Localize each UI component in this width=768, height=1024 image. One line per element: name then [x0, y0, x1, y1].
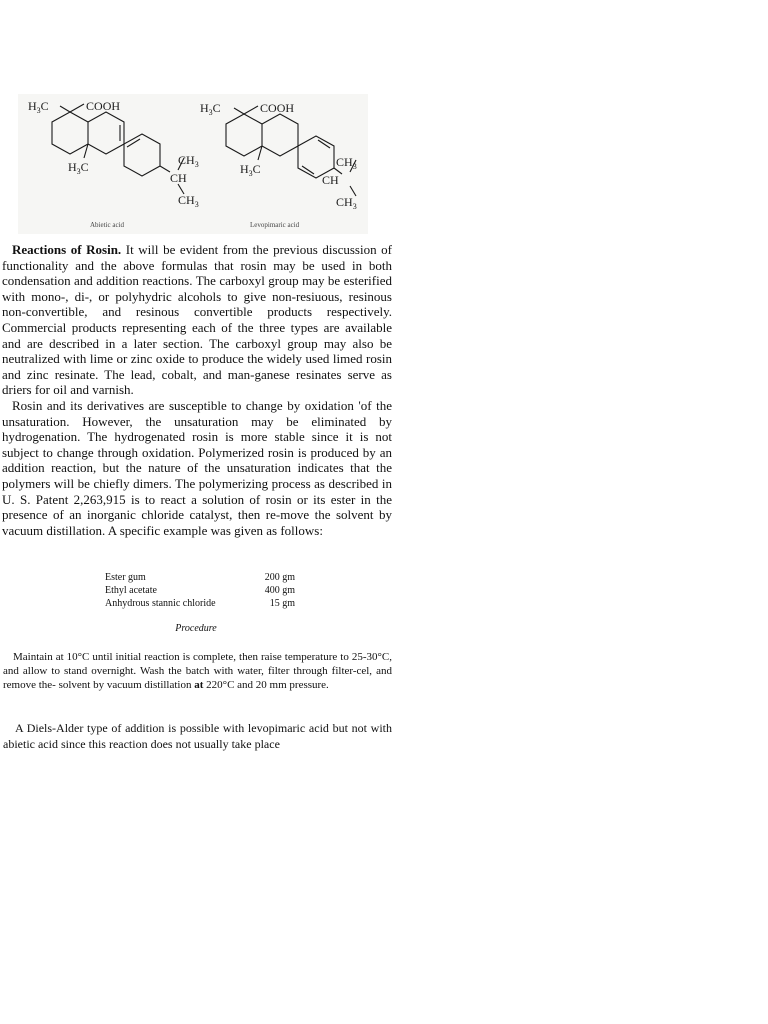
- recipe-amount: 200 gm: [264, 572, 295, 583]
- abietic-ch-label: CH: [170, 171, 187, 185]
- recipe-row: [105, 585, 295, 598]
- procedure-paragraph: [3, 651, 392, 692]
- procedure-text-b: 220°C and 20 mm pressure.: [203, 678, 329, 691]
- recipe-row: [105, 572, 295, 585]
- recipe-amount: 15 gm: [269, 597, 295, 609]
- procedure-text-at: at: [194, 678, 204, 691]
- abietic-carboxyl-label: COOH: [86, 99, 121, 113]
- levopimaric-methyl2-label: $H_3C$: [240, 162, 261, 178]
- levopimaric-acid-structure: [200, 101, 357, 229]
- structures-svg: [18, 94, 368, 234]
- paragraph-reactions-of-rosin: [2, 242, 392, 398]
- abietic-ch3-bottom-label: $CH_3$: [178, 193, 199, 209]
- paragraph-2-text: Rosin and its derivatives are susceptible to change by oxidation 'of the unsaturation. However, the unsaturation may be eliminated by hydrogenation. The hydrogenated rosin is more stable since it is not subject to change through oxidation. Polymerized rosin is produced by an addition reaction, but the nature of the unsaturation indicates that the polymers will be chiefly dimers. The polymerizing process as described in U. S. Patent 2,263,915 is to react a solution of rosin or its ester in the presence of an inorganic chloride catalyst, then re-move the solvent by vacuum distillation. A specific example was given as follows:: [2, 398, 392, 538]
- run-in-heading: Reactions of Rosin.: [12, 242, 122, 257]
- paragraph-1-text: It will be evident from the previous discussion of functionality and the above formulas that rosin may be used in both condensation and addition reactions. The carboxyl group may be esterified with mono-, di-, or polyhydric alcohols to give non-resiuous, resinous non-convertible, and resinous convertible products respectively. Commercial products representing each of the three types are available and are described in a later section. The carboxyl group may also be neutralized with lime or zinc oxide to produce the widely used limed rosin and zinc resinate. The lead, cobalt, and man-ganese resinates serve as driers for oil and varnish.: [2, 242, 392, 398]
- abietic-caption: Abietic acid: [90, 221, 125, 229]
- recipe-table: [105, 572, 295, 610]
- recipe-ingredient: Ester gum: [105, 572, 146, 583]
- procedure-text-a: Maintain at 10°C until initial reaction is complete, then raise temperature to 25-30°C, and allow to stand overnight. Wash the batch with water, filter through filter-cel, and remove the- solvent by vacuum distillation: [3, 651, 392, 691]
- recipe-amount: 400 gm: [264, 584, 295, 596]
- recipe-ingredient: Ethyl acetate: [105, 584, 157, 596]
- levopimaric-ch-label: CH: [322, 173, 339, 187]
- levopimaric-ch3-top-label: $CH_3$: [336, 155, 357, 171]
- abietic-acid-structure: [28, 99, 199, 229]
- paragraph-oxidation: [2, 398, 392, 538]
- levopimaric-methyl-label: $H_3C$: [200, 101, 221, 117]
- chemical-structures-figure: [18, 94, 368, 234]
- levopimaric-carboxyl-label: COOH: [260, 101, 295, 115]
- abietic-methyl-label: $H_3C$: [28, 99, 49, 115]
- procedure-heading: Procedure: [175, 623, 217, 634]
- recipe-row: [105, 598, 295, 611]
- levopimaric-caption: Levopimaric acid: [250, 221, 300, 229]
- abietic-methyl2-label: $H_3C$: [68, 160, 89, 176]
- paragraph-diels-alder: A Diels-Alder type of addition is possible with levopimaric acid but not with abietic acid since this reaction does not usually take place: [3, 721, 392, 751]
- levopimaric-ch3-bottom-label: $CH_3$: [336, 195, 357, 211]
- abietic-ch3-top-label: $CH_3$: [178, 153, 199, 169]
- recipe-ingredient: Anhydrous stannic chloride: [105, 597, 216, 609]
